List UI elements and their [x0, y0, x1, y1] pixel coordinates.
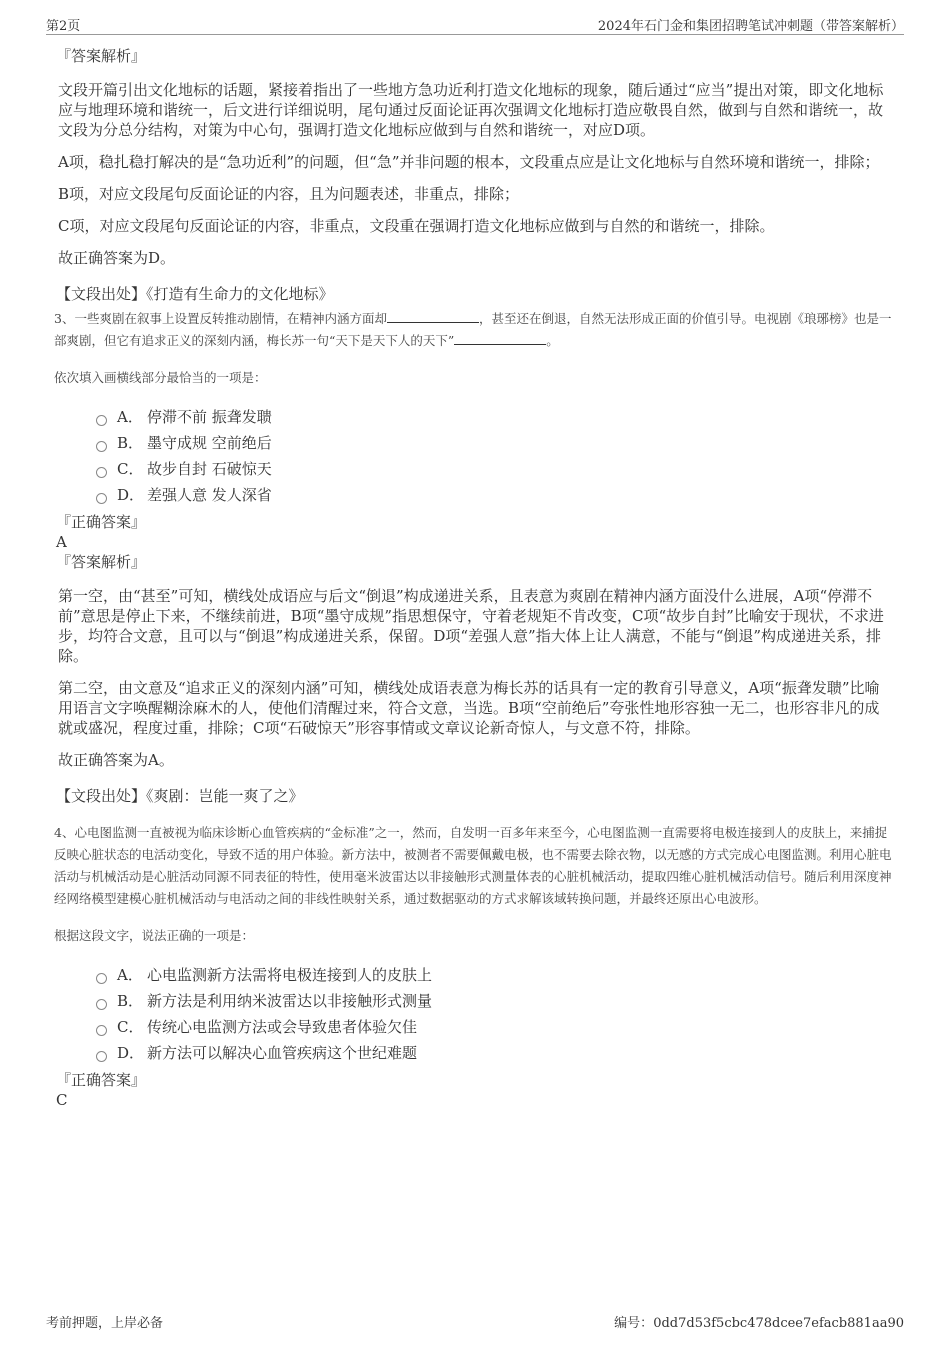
q4-option-b[interactable]	[96, 988, 892, 1014]
q3-answer: A	[56, 533, 67, 551]
option-text: 墨守成规 空前绝后	[147, 434, 272, 452]
q4-answer-label: 『正确答案』	[56, 1071, 147, 1089]
option-letter: B．	[117, 992, 144, 1010]
q3-prompt: 依次填入画横线部分最恰当的一项是：	[54, 370, 267, 385]
option-letter: D．	[117, 1044, 145, 1062]
q3-analysis-paragraph: 第一空，由“甚至”可知，横线处成语应与后文“倒退”构成递进关系，且表意为爽剧在精神内涵方面没什么进展，A项“停滞不前”意思是停止下来，不继续前进，B项“墨守成规”指思想保守，守着老规矩不肯改变，C项“故步自封”比喻安于现状，不求进步，均符合文意，且可以与“倒退”构成递进关系，保留。D项“差强人意”指大体上让人满意，不能与“倒退”构成递进关系，排除。	[58, 587, 884, 665]
option-text: 新方法可以解决心血管疾病这个世纪难题	[147, 1044, 418, 1062]
q4-option-c[interactable]	[96, 1014, 892, 1040]
q2-analysis-paragraph: B项，对应文段尾句反面论证的内容，且为问题表述，非重点，排除；	[58, 185, 520, 203]
q3-analysis-paragraph: 第二空，由文意及“追求正义的深刻内涵”可知，横线处成语表意为梅长苏的话具有一定的教育引导意义，A项“振聋发聩”比喻用语言文字唤醒糊涂麻木的人，使他们清醒过来，符合文意，当选。B项“空前绝后”夸张性地形容独一无二，也形容非凡的成就或盛况，程度过重，排除；C项“石破惊天”形容事情或文章议论新奇惊人，与文意不符，排除。	[58, 679, 880, 737]
option-text: 差强人意 发人深省	[147, 486, 272, 504]
q4-answer: C	[56, 1091, 68, 1109]
q2-analysis-label: 『答案解析』	[56, 47, 147, 65]
option-letter: B．	[117, 434, 144, 452]
option-letter: A．	[117, 966, 143, 984]
document-title: 2024年石门金和集团招聘笔试冲刺题（带答案解析）	[597, 19, 904, 34]
page-header	[46, 14, 904, 35]
q3-text-part1: 3、一些爽剧在叙事上设置反转推动剧情，在精神内涵方面却	[54, 311, 387, 326]
q3-text-part2: ，甚至还在倒退，自然无法形成正面的价值引导。电视剧《琅琊榜》也是一部爽剧，但它有追求正义的深刻内涵，梅长苏一句“天下是天下人的天下”	[54, 311, 892, 348]
code-value: 0dd7d53f5cbc478dcee7efacb881aa90	[653, 1316, 904, 1331]
option-text: 停滞不前 振聋发聩	[147, 408, 272, 426]
q2-analysis-paragraph: 故正确答案为D。	[58, 249, 176, 267]
q3-text-part3: 。	[546, 333, 559, 348]
option-text: 心电监测新方法需将电极连接到人的皮肤上	[147, 966, 433, 984]
radio-icon[interactable]	[96, 1051, 107, 1062]
option-text: 故步自封 石破惊天	[147, 460, 272, 478]
q2-source: 【文段出处】《打造有生命力的文化地标》	[56, 285, 334, 303]
radio-icon[interactable]	[96, 441, 107, 452]
q3-blank-1	[387, 310, 479, 323]
option-text: 新方法是利用纳米波雷达以非接触形式测量	[147, 992, 433, 1010]
q4-options	[96, 962, 892, 1066]
q3-option-a[interactable]	[96, 404, 892, 430]
radio-icon[interactable]	[96, 999, 107, 1010]
option-letter: A．	[117, 408, 143, 426]
q3-analysis-label: 『答案解析』	[56, 553, 147, 571]
footer-slogan: 考前押题，上岸必备	[46, 1316, 164, 1331]
option-letter: C．	[117, 1018, 144, 1036]
option-letter: D．	[117, 486, 145, 504]
q3-options	[96, 404, 892, 508]
q3-option-d[interactable]	[96, 482, 892, 508]
code-label: 编号：	[614, 1316, 654, 1331]
page-content	[56, 46, 892, 1110]
q3-question-text	[54, 308, 892, 352]
radio-icon[interactable]	[96, 493, 107, 504]
q4-prompt: 根据这段文字，说法正确的一项是：	[54, 928, 255, 943]
q4-option-d[interactable]	[96, 1040, 892, 1066]
q4-option-a[interactable]	[96, 962, 892, 988]
q4-question-text: 4、心电图监测一直被视为临床诊断心血管疾病的“金标准”之一，然而，自发明一百多年来至今，心电图监测一直需要将电极连接到人的皮肤上，来捕捉反映心脏状态的电活动变化，导致不适的用户体验。新方法中，被测者不需要佩戴电极，也不需要去除衣物，以无感的方式完成心电图监测。利用心脏电活动与机械活动是心脏活动同源不同表征的特性，使用毫米波雷达以非接触形式测量体表的心脏机械活动，提取四维心脏机械活动信号。随后利用深度神经网络模型建模心脏机械活动与电活动之间的非线性映射关系，通过数据驱动的方式求解该域转换问题，并最终还原出心电波形。	[54, 825, 892, 906]
radio-icon[interactable]	[96, 467, 107, 478]
q3-analysis-paragraph: 故正确答案为A。	[58, 751, 174, 769]
q2-analysis-paragraph: C项，对应文段尾句反面论证的内容，非重点，文段重在强调打造文化地标应做到与自然的和谐统一，排除。	[58, 217, 775, 235]
radio-icon[interactable]	[96, 1025, 107, 1036]
document-code	[614, 1312, 904, 1331]
page-number: 第2页	[46, 19, 81, 34]
radio-icon[interactable]	[96, 415, 107, 426]
q2-analysis-paragraph: A项，稳扎稳打解决的是“急功近利”的问题，但“急”并非问题的根本，文段重点应是让文化地标与自然环境和谐统一，排除；	[58, 153, 880, 171]
q3-option-c[interactable]	[96, 456, 892, 482]
option-letter: C．	[117, 460, 144, 478]
option-text: 传统心电监测方法或会导致患者体验欠佳	[147, 1018, 418, 1036]
q3-blank-2	[454, 332, 546, 345]
q3-source: 【文段出处】《爽剧：岂能一爽了之》	[56, 787, 304, 805]
q3-answer-label: 『正确答案』	[56, 513, 147, 531]
q3-option-b[interactable]	[96, 430, 892, 456]
radio-icon[interactable]	[96, 973, 107, 984]
q2-analysis-paragraph: 文段开篇引出文化地标的话题，紧接着指出了一些地方急功近利打造文化地标的现象，随后通过“应当”提出对策，即文化地标应与地理环境和谐统一，后文进行详细说明，尾句通过反面论证再次强调文化地标打造应敬畏自然，做到与自然和谐统一，故文段为分总分结构，对策为中心句，强调打造文化地标应做到与自然和谐统一，对应D项。	[58, 81, 884, 139]
